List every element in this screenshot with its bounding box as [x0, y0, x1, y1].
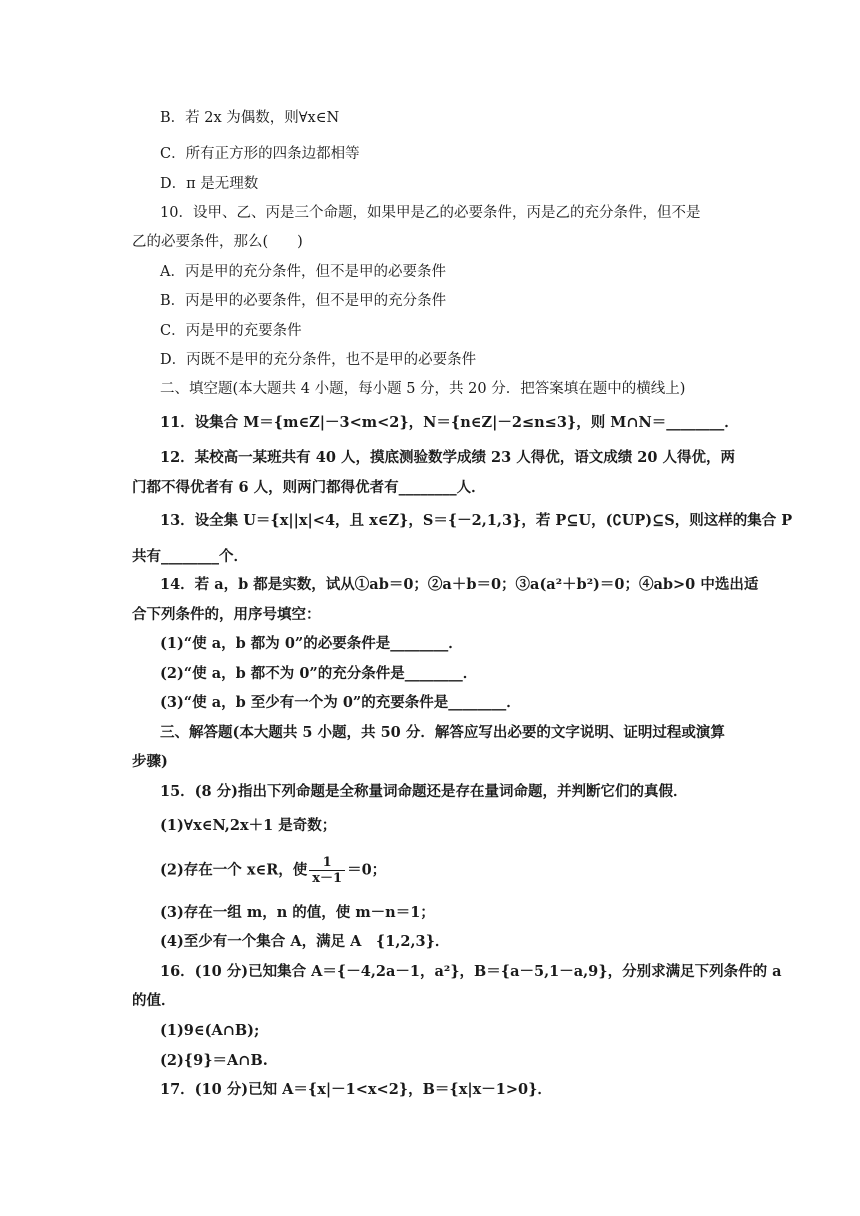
- section-3-heading-line-1: 三、解答题(本大题共 5 小题，共 50 分．解答应写出必要的文字说明、证明过程或演算: [160, 724, 725, 741]
- q15-sub-2-after: ＝0；: [347, 861, 387, 879]
- q15-sub-2-before: (2)存在一个 x∈R，使: [160, 861, 308, 879]
- q10-option-c: C．丙是甲的充要条件: [160, 323, 302, 339]
- q10-option-b: B．丙是甲的必要条件，但不是甲的充分条件: [160, 293, 447, 309]
- q15-sub-3: (3)存在一组 m，n 的值，使 m－n＝1；: [160, 904, 435, 921]
- q10-option-a: A．丙是甲的充分条件，但不是甲的必要条件: [160, 264, 446, 280]
- q11: 11．设集合 M＝{m∈Z|－3<m<2}，N＝{n∈Z|－2≤n≤3}，则 M∩N＝________．: [160, 414, 739, 431]
- q15-sub-2: [0, 855, 860, 886]
- q9-option-d: D．π 是无理数: [160, 176, 259, 192]
- q14-sub-1: (1)“使 a，b 都为 0”的必要条件是________．: [160, 635, 463, 652]
- section-2-heading: 二、填空题(本大题共 4 小题，每小题 5 分，共 20 分．把答案填在题中的横线上): [160, 381, 686, 397]
- q16-line-2: 的值．: [132, 992, 176, 1009]
- q10-stem-line-2: 乙的必要条件，那么( ): [132, 234, 303, 250]
- q14-sub-3: (3)“使 a，b 至少有一个为 0”的充要条件是________．: [160, 694, 521, 711]
- q17: 17．(10 分)已知 A＝{x|－1<x<2}，B＝{x|x－1>0}．: [160, 1081, 552, 1098]
- fraction: [309, 855, 345, 886]
- q10-option-d: D．丙既不是甲的充分条件，也不是甲的必要条件: [160, 352, 477, 368]
- fraction-denominator: x－1: [309, 870, 345, 886]
- q10-stem-line-1: 10．设甲、乙、丙是三个命题，如果甲是乙的必要条件，丙是乙的充分条件，但不是: [160, 205, 701, 221]
- q14-sub-2: (2)“使 a，b 都不为 0”的充分条件是________．: [160, 665, 478, 682]
- fraction-numerator: 1: [322, 855, 332, 870]
- q15-stem: 15．(8 分)指出下列命题是全称量词命题还是存在量词命题，并判断它们的真假．: [160, 783, 688, 800]
- q12-line-1: 12．某校高一某班共有 40 人，摸底测验数学成绩 23 人得优，语文成绩 20 人得优，两: [160, 449, 735, 466]
- section-3-heading-line-2: 步骤): [132, 753, 168, 770]
- q13-line-1: 13．设全集 U＝{x||x|<4，且 x∈Z}，S＝{－2,1,3}，若 P⊆U，(∁UP)⊆S，则这样的集合 P: [160, 512, 793, 529]
- q16-line-1: 16．(10 分)已知集合 A＝{－4,2a－1，a²}，B＝{a－5,1－a,9}，分别求满足下列条件的 a: [160, 963, 782, 980]
- q14-line-2: 合下列条件的，用序号填空：: [132, 606, 321, 623]
- q15-sub-1: (1)∀x∈N,2x＋1 是奇数；: [160, 817, 337, 834]
- q14-line-1: 14．若 a，b 都是实数，试从①ab＝0；②a＋b＝0；③a(a²＋b²)＝0；④ab>0 中选出适: [160, 576, 759, 593]
- q12-line-2: 门都不得优者有 6 人，则两门都得优者有________人．: [132, 479, 486, 496]
- q9-option-b: B．若 2x 为偶数，则∀x∈N: [160, 110, 340, 126]
- q16-sub-2: (2){9}＝A∩B.: [160, 1052, 268, 1069]
- q15-sub-4: (4)至少有一个集合 A，满足 A {1,2,3}．: [160, 933, 450, 950]
- q13-line-2: 共有________个．: [132, 548, 248, 565]
- q9-option-c: C．所有正方形的四条边都相等: [160, 146, 360, 162]
- q16-sub-1: (1)9∈(A∩B);: [160, 1022, 260, 1039]
